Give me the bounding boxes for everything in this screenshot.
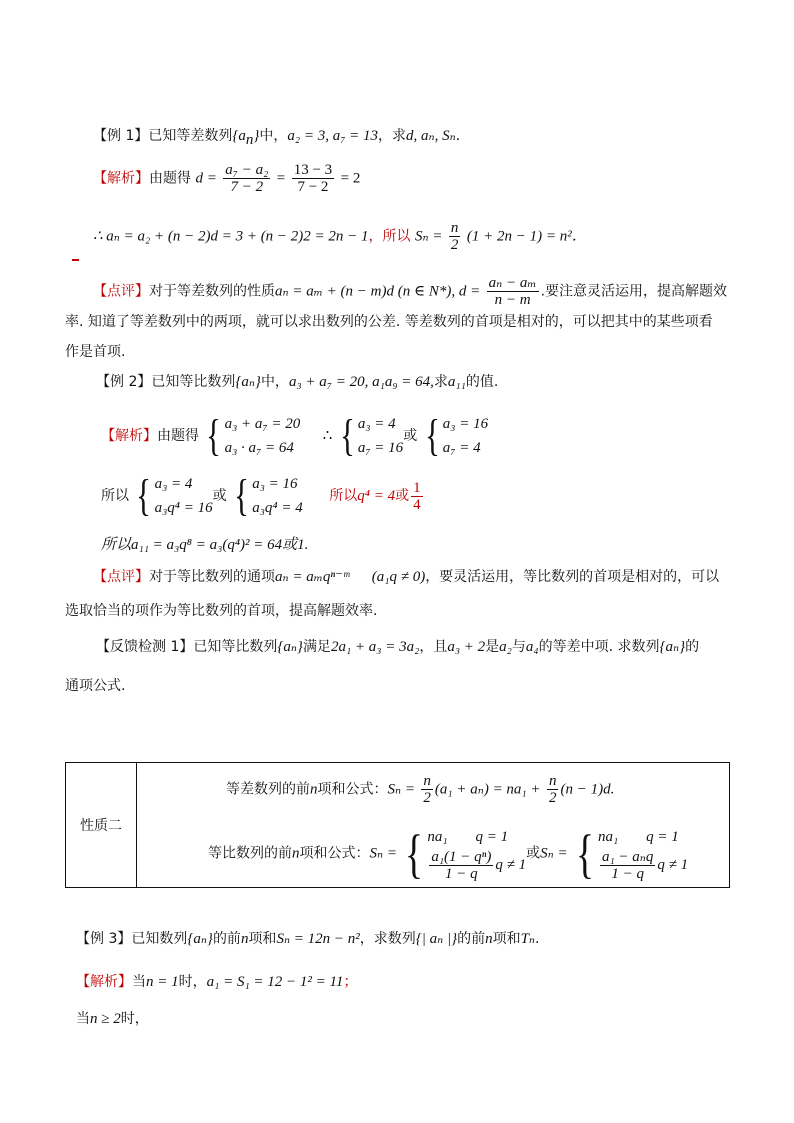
left-brace: {: [206, 411, 222, 460]
review-1-line-2: 率. 知道了等差数列中的两项，就可以求出数列的公差. 等差数列的首项是相对的，可以把其中的某些项看: [65, 314, 713, 330]
fraction: $\frac{n}{2}$: [423, 773, 431, 806]
sum-formula-geometric: 等比数列的前n项和公式：Sₙ = { na₁ q = 1 $\frac{\text{a₁(1 − qⁿ)}}{1 - q}$ q ≠ 1 或Sₙ = { na₁ q = 1 a₁ − aₙq 1 − q q ≠ 1: [208, 823, 689, 884]
left-brace: {: [234, 471, 250, 520]
example-1: 【例 1】已知等差数列$\{a_n\}$中，a₂ = 3, a₇ = 13，求d, aₙ, Sₙ．: [93, 128, 470, 148]
case-system: na₁ q = 1 $\frac{\text{a₁(1 − qⁿ)}}{1 - q}$ q ≠ 1: [427, 829, 527, 882]
solution-3-line-2: 当n ≥ 2时，: [76, 1011, 149, 1027]
equation-system: a₃ = 4 a₇ = 16: [357, 416, 404, 456]
fraction: $\frac{\text{aₙ − aₘ}}{n - m}$: [488, 275, 537, 308]
fraction: $\frac{\text{a₇ − a₂}}{7 - 2}$: [225, 162, 269, 195]
solution-2-line-2: 所以 { a₃ = 4 a₃q⁴ = 16 或 { a₃ = 16 a₃q⁴ = 4 所以q⁴ = 4或 $\frac{1}{4}$: [101, 471, 421, 520]
feedback-tag: 【反馈检测 1】: [96, 639, 194, 655]
fraction: $\frac{n}{2}$: [548, 773, 557, 806]
solution-3-line-1: 【解析】当n = 1时，a₁ = S₁ = 12 − 1² = 11；: [76, 974, 358, 990]
solution-1-line-1: 【解析】由题得 d = $\frac{\text{a₇ − a₂}}{7 - 2}$ = $\frac{13 - 3}{7 - 2}$ = 2: [93, 162, 361, 195]
left-brace: {: [405, 823, 424, 884]
feedback-1-line-1: 【反馈检测 1】已知等比数列{aₙ}满足2a₁ + a₃ = 3a₂，且a₃ + 2是a₂与a₄的等差中项. 求数列{aₙ}的: [96, 639, 700, 655]
solution-1-line-2: ∴ aₙ = a₂ + (n − 2)d = 3 + (n − 2)2 = 2n − 1，所以 Sₙ = $\frac{n}{2}$ (1 + 2n − 1) = n²．: [93, 220, 587, 253]
fraction: $\frac{13 - 3}{7 - 2}$: [293, 162, 333, 195]
equation-system: a₃ = 16 a₇ = 4: [442, 416, 489, 456]
sum-formula-arithmetic: 等差数列的前n项和公式：Sₙ = $\frac{n}{2}$ (a₁ + aₙ) = na₁ + $\frac{n}{2}$ (n − 1)d.: [226, 773, 615, 806]
fraction: $\frac{n}{2}$: [450, 220, 459, 253]
example-2: 【例 2】已知等比数列{aₙ}中，a₃ + a₇ = 20, a₁a₉ = 64,求a₁₁的值.: [96, 374, 499, 390]
solution-2-line-3: 所以a₁₁ = a₃q⁸ = a₃(q⁴)² = 64或1.: [101, 537, 309, 553]
solution-tag: 【解析】: [76, 974, 132, 990]
example-3-tag: 【例 3】: [76, 931, 132, 947]
red-mark: [72, 259, 79, 261]
left-brace: {: [339, 411, 355, 460]
solution-2-line-1: 【解析】由题得 { a₃ + a₇ = 20 a₃ · a₇ = 64 ∴ { a₃ = 4 a₇ = 16 或 { a₃ = 16 a₇ = 4: [101, 411, 489, 460]
property-table: [65, 762, 730, 888]
fraction: $\frac{1}{4}$: [413, 479, 421, 513]
review-1-line-3: 作是首项.: [65, 344, 126, 360]
case-system: na₁ q = 1 a₁ − aₙq 1 − q q ≠ 1: [597, 829, 689, 882]
equation-system: a₃ = 4 a₃q⁴ = 16: [154, 476, 213, 516]
property-label-cell: [66, 763, 137, 887]
property-label: 性质二: [80, 818, 122, 834]
review-1-line-1: 【点评】对于等差数列的性质aₙ = aₘ + (n − m)d (n ∈ N*), d = $\frac{\text{aₙ − aₘ}}{n - m}$ .要注意灵活运用，提高解题效: [93, 275, 728, 308]
solution-tag: 【解析】: [101, 428, 157, 444]
review-tag: 【点评】: [93, 283, 149, 300]
example-2-tag: 【例 2】: [96, 374, 152, 390]
solution-tag: 【解析】: [93, 170, 149, 187]
equation-system: a₃ = 16 a₃q⁴ = 4: [252, 476, 303, 516]
left-brace: {: [575, 823, 595, 884]
equation-system: a₃ + a₇ = 20 a₃ · a₇ = 64: [224, 416, 301, 456]
feedback-1-line-2: 通项公式.: [65, 678, 126, 694]
example-1-tag: 【例 1】: [93, 128, 149, 144]
example-3: 【例 3】已知数列{aₙ}的前n项和Sₙ = 12n − n²，求数列{| aₙ |}的前n项和Tₙ.: [76, 931, 540, 947]
left-brace: {: [424, 411, 440, 460]
review-2-line-2: 选取恰当的项作为等比数列的首项，提高解题效率.: [65, 603, 378, 619]
review-2-line-1: 【点评】对于等比数列的通项aₙ = aₘqⁿ⁻ᵐ (a₁q ≠ 0)，要灵活运用，等比数列的首项是相对的，可以: [93, 569, 720, 585]
left-brace: {: [136, 471, 152, 520]
review-tag: 【点评】: [93, 569, 149, 585]
